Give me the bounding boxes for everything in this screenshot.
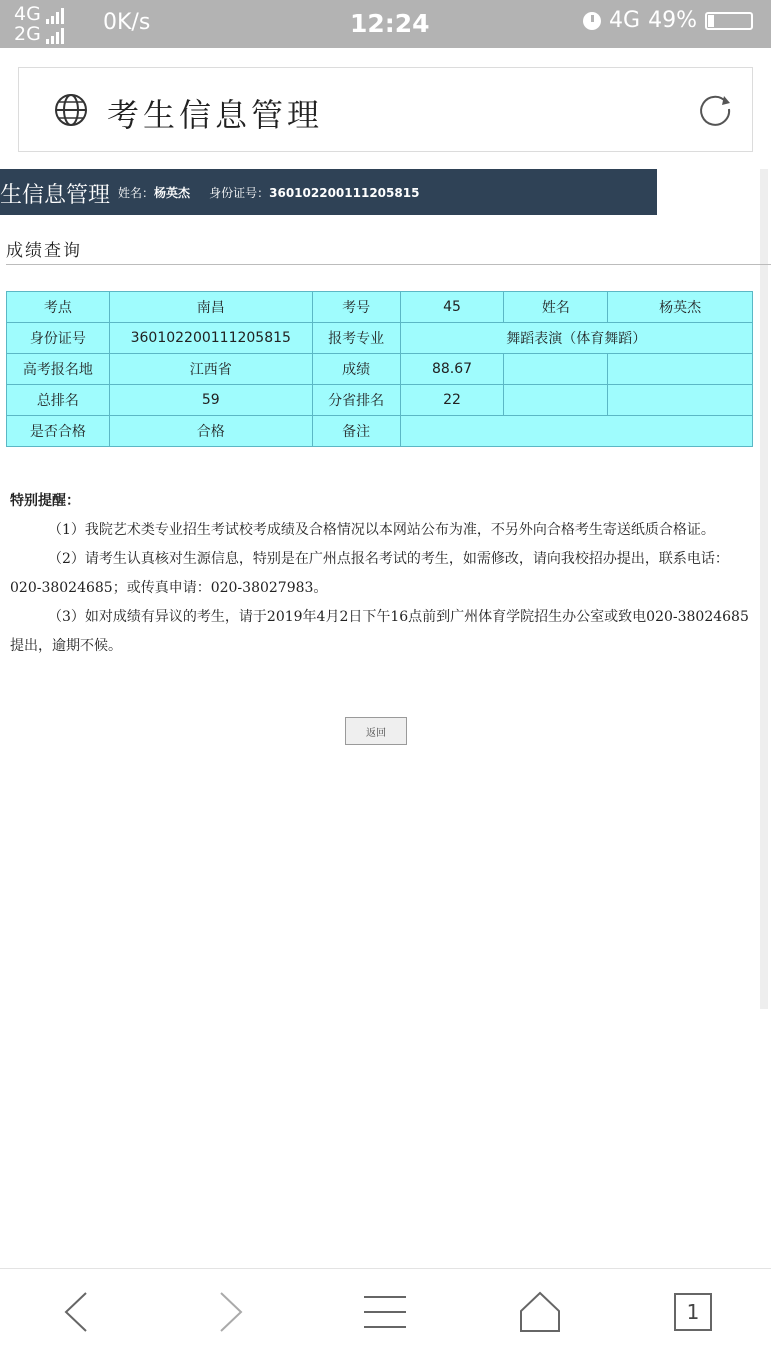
back-arrow-icon[interactable] [58, 1289, 94, 1335]
table-cell: 考点 [7, 292, 110, 323]
table-cell: 高考报名地 [7, 354, 110, 385]
notice-item: （3）如对成绩有异议的考生，请于2019年4月2日下午16点前到广州体育学院招生办公室或致电020-38024685提出，逾期不候。 [10, 609, 749, 654]
network-bottom-label: 2G [14, 23, 41, 45]
browser-bottom-nav [0, 1268, 771, 1372]
right-network-label: 4G [609, 8, 641, 33]
system-banner [0, 169, 657, 215]
notice-item: （1）我院艺术类专业招生考试校考成绩及合格情况以本网站公布为准，不另外向合格考生寄送纸质合格证。 [48, 522, 715, 538]
back-button[interactable]: 返回 [345, 717, 407, 745]
table-cell: 备注 [312, 416, 400, 447]
signal-icon [46, 28, 64, 44]
table-cell: 南昌 [109, 292, 312, 323]
table-cell: 报考专业 [312, 323, 400, 354]
status-right [583, 8, 753, 33]
section-title: 成绩查询 [6, 241, 82, 261]
table-cell: 是否合格 [7, 416, 110, 447]
page-title: 考生信息管理 [107, 96, 324, 134]
table-cell: 身份证号 [7, 323, 110, 354]
notice-item: （2）请考生认真核对生源信息，特别是在广州点报名考试的考生，如需修改，请向我校招办提出，联系电话：020-38024685；或传真申请：020-38027983。 [10, 551, 729, 596]
network-speed: 0K/s [103, 10, 151, 35]
table-cell: 22 [400, 385, 504, 416]
tabs-button[interactable] [674, 1293, 712, 1331]
table-cell: 合格 [109, 416, 312, 447]
banner-user-info [118, 184, 419, 201]
notice-heading: 特别提醒： [10, 493, 80, 509]
table-row [7, 416, 753, 447]
notice-block [10, 487, 750, 661]
table-cell [608, 385, 753, 416]
table-cell: 88.67 [400, 354, 504, 385]
table-cell [504, 354, 608, 385]
table-cell: 杨英杰 [608, 292, 753, 323]
forward-arrow-icon[interactable] [213, 1289, 249, 1335]
network-top-label: 4G [14, 3, 41, 25]
signal-icon [46, 8, 64, 24]
reload-icon[interactable] [696, 90, 734, 128]
table-cell: 姓名 [504, 292, 608, 323]
name-value: 杨英杰 [154, 186, 191, 200]
battery-percent: 49% [648, 8, 697, 33]
table-cell: 总排名 [7, 385, 110, 416]
table-row [7, 385, 753, 416]
table-cell: 舞蹈表演（体育舞蹈） [400, 323, 752, 354]
table-cell: 考号 [312, 292, 400, 323]
network-indicator [14, 4, 64, 44]
status-bar [0, 0, 771, 48]
table-cell: 成绩 [312, 354, 400, 385]
tab-count: 1 [686, 1300, 700, 1324]
table-row [7, 292, 753, 323]
battery-icon [705, 12, 753, 30]
scrollbar[interactable] [760, 169, 768, 1009]
table-cell: 45 [400, 292, 504, 323]
id-label: 身份证号： [209, 186, 270, 200]
id-value: 360102200111205815 [269, 186, 420, 200]
clock: 12:24 [350, 9, 430, 38]
globe-icon [54, 93, 88, 127]
section-divider [6, 264, 771, 265]
banner-title: 生信息管理 [0, 183, 111, 208]
table-cell: 江西省 [109, 354, 312, 385]
table-cell [608, 354, 753, 385]
browser-title-bar [18, 67, 753, 152]
name-label: 姓名： [118, 186, 155, 200]
home-icon[interactable] [517, 1289, 563, 1335]
table-cell [400, 416, 752, 447]
alarm-icon [583, 12, 601, 30]
score-table [6, 291, 753, 447]
table-cell [504, 385, 608, 416]
table-cell: 分省排名 [312, 385, 400, 416]
table-row [7, 323, 753, 354]
table-cell: 360102200111205815 [109, 323, 312, 354]
menu-icon[interactable] [362, 1289, 408, 1335]
table-cell: 59 [109, 385, 312, 416]
table-row [7, 354, 753, 385]
